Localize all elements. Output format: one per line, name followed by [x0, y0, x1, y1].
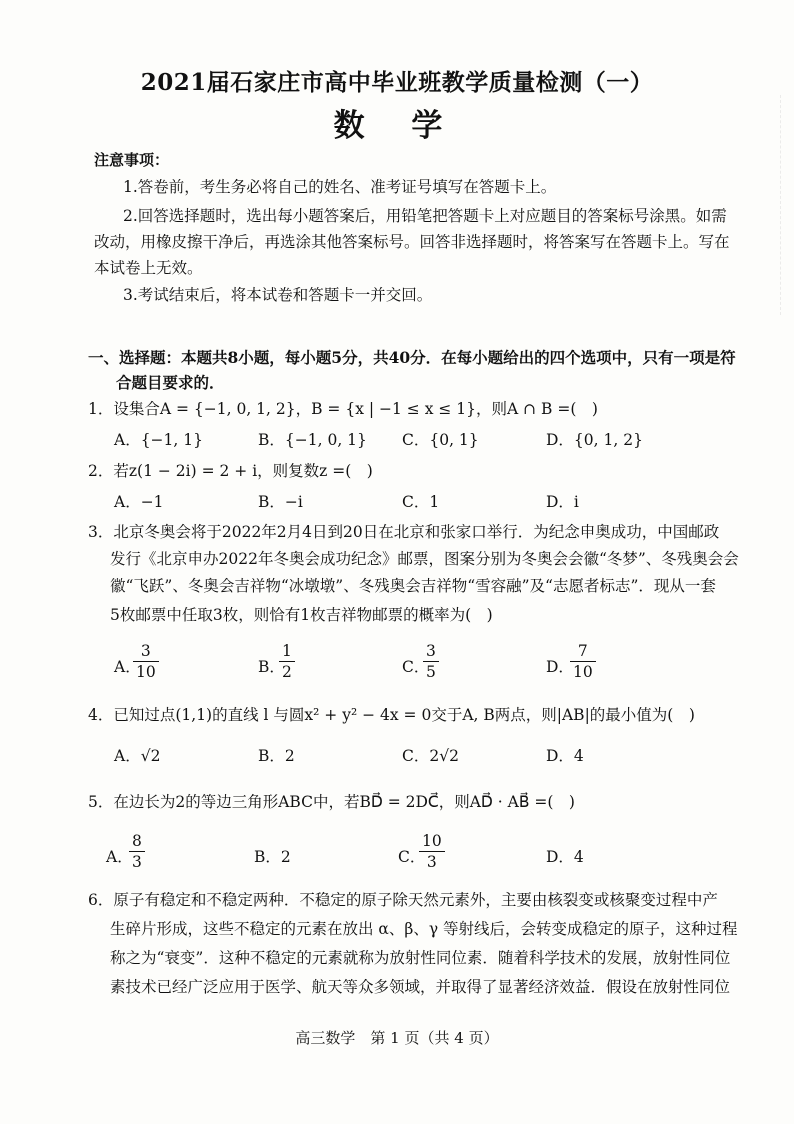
question-6-line-3: 称之为“衰变”．这种不稳定的元素就称为放射性同位素．随着科学技术的发展，放射性同位: [110, 949, 731, 967]
question-3-line-1: 3．北京冬奥会将于2022年2月4日到20日在北京和张家口举行．为纪念申奥成功，中国邮政: [88, 523, 720, 541]
question-5-stem: 5．在边长为2的等边三角形ABC中，若BD⃗ = 2DC⃗，则AD⃗ · AB⃗ =( ): [88, 793, 575, 811]
denominator: 5: [426, 663, 436, 681]
question-3-option-a-label: A．: [114, 658, 141, 676]
question-5-option-d: D．4: [546, 848, 584, 866]
question-6-line-2: 生碎片形成，这些不稳定的元素在放出 α、β、γ 等射线后，会转变成稳定的原子，这种过程: [110, 920, 738, 938]
note-2-line-1: 2.回答选择题时，选出每小题答案后，用铅笔把答题卡上对应题目的答案标号涂黑。如需: [123, 207, 727, 225]
question-3-line-4: 5枚邮票中任取3枚，则恰有1枚吉祥物邮票的概率为( ): [110, 606, 493, 624]
note-1: 1.答卷前，考生务必将自己的姓名、准考证号填写在答题卡上。: [123, 178, 557, 196]
question-5-option-a-fraction: [129, 831, 145, 872]
question-3-line-3: 徽“飞跃”、冬奥会吉祥物“冰墩墩”、冬残奥会吉祥物“雪容融”及“志愿者标志”．现从一套: [110, 577, 716, 595]
question-1-stem: 1．设集合A = {−1, 0, 1, 2}，B = {x | −1 ≤ x ≤ 1}，则A ∩ B =( ): [88, 400, 598, 418]
question-2-option-c: C．1: [402, 493, 440, 511]
question-4-option-d: D．4: [546, 747, 584, 765]
denominator: 10: [573, 663, 593, 681]
denominator: 10: [136, 663, 156, 681]
section-1-instruction-line-1: 一、选择题：本题共8小题，每小题5分，共40分．在每小题给出的四个选项中，只有一项是符: [88, 348, 736, 367]
question-4-option-a: A．√2: [114, 747, 161, 765]
question-6-line-1: 6．原子有稳定和不稳定两种．不稳定的原子除天然元素外，主要由核裂变或核聚变过程中产: [88, 891, 718, 909]
numerator: 3: [140, 642, 151, 660]
numerator: 1: [282, 642, 292, 660]
exam-title: 2021届石家庄市高中毕业班教学质量检测（一）: [140, 69, 654, 96]
numerator: 3: [426, 642, 436, 660]
question-6-line-4: 素技术已经广泛应用于医学、航天等众多领域，并取得了显著经济效益．假设在放射性同位: [110, 978, 731, 996]
question-2-option-b: B．−i: [258, 493, 303, 511]
question-2-stem: 2．若z(1 − 2i) = 2 + i，则复数z =( ): [88, 462, 373, 480]
denominator: 3: [132, 853, 142, 871]
question-3-option-b-label: B．: [258, 658, 285, 676]
question-3-option-b-fraction: [279, 641, 295, 682]
note-2-line-2: 改动，用橡皮擦干净后，再选涂其他答案标号。回答非选择题时，将答案写在答题卡上。写在: [94, 233, 730, 251]
question-5-option-a-label: A．: [106, 848, 133, 866]
question-3-line-2: 发行《北京申办2022年冬奥会成功纪念》邮票，图案分别为冬奥会会徽“冬梦”、冬残奥会会: [110, 550, 739, 568]
note-2-line-3: 本试卷上无效。: [94, 259, 203, 277]
question-3-option-d-fraction: [570, 641, 596, 682]
question-4-option-c: C．2√2: [402, 747, 459, 765]
question-3-option-c-label: C．: [402, 658, 430, 676]
numerator: 7: [577, 642, 588, 660]
question-5-option-b: B．2: [254, 848, 291, 866]
question-5-option-c-label: C．: [398, 848, 426, 866]
question-2-option-a: A．−1: [114, 493, 164, 511]
question-1-option-d: D．{0, 1, 2}: [546, 431, 643, 449]
question-4-stem: 4．已知过点(1,1)的直线 l 与圆x² + y² − 4x = 0交于A, B两点，则|AB|的最小值为( ): [88, 706, 695, 724]
question-1-option-a: A．{−1, 1}: [114, 431, 203, 449]
section-1-instruction-line-2: 合题目要求的．: [116, 373, 225, 392]
page-footer: 高三数学 第 1 页（共 4 页）: [295, 1029, 499, 1047]
question-1-option-c: C．{0, 1}: [402, 431, 479, 449]
question-1-option-b: B．{−1, 0, 1}: [258, 431, 367, 449]
question-3-option-d-label: D．: [546, 658, 574, 676]
question-2-option-d: D．i: [546, 493, 579, 511]
denominator: 2: [282, 663, 292, 681]
numerator: 10: [422, 832, 442, 850]
denominator: 3: [426, 853, 437, 871]
subject-title: 数 学: [333, 108, 461, 144]
question-5-option-c-fraction: [419, 831, 445, 872]
question-3-option-a-fraction: [133, 641, 159, 682]
notes-heading: 注意事项：: [94, 151, 170, 169]
question-4-option-b: B．2: [258, 747, 295, 765]
numerator: 8: [132, 832, 142, 850]
question-3-option-c-fraction: [423, 641, 439, 682]
note-3: 3.考试结束后，将本试卷和答题卡一并交回。: [123, 286, 433, 304]
